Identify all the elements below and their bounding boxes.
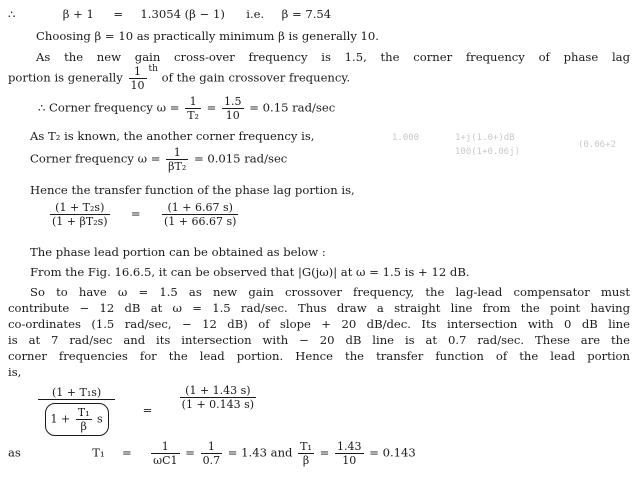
- lag-transfer-function: [48, 201, 240, 228]
- fraction-1-over-0.7: [201, 440, 223, 467]
- lead-transfer-function: [36, 384, 258, 436]
- t2-known-line: As T₂ is known, the another corner frequency is,: [30, 129, 315, 143]
- choosing-beta-line: Choosing β = 10 as practically minimum β is generally 10.: [36, 29, 379, 43]
- corner-frequency-line-2: [30, 146, 287, 173]
- fraction-numerator: 1.43: [337, 440, 362, 453]
- fraction-numerator: (1 + 1.43 s): [185, 384, 251, 397]
- fraction-numerator: 1: [189, 95, 197, 108]
- bracket-s: s: [97, 412, 103, 426]
- gain-crossover-line: As the new gain cross-over frequency is 1.5, the corner frequency of phase lag: [36, 50, 630, 64]
- t1-over-beta-value: = 0.143: [369, 445, 416, 460]
- corner-freq-value-2: = 0.015 rad/sec: [193, 151, 288, 166]
- eq-lhs: β + 1: [62, 7, 94, 21]
- fraction-1-over-t2: [185, 95, 201, 122]
- fraction-1-over-beta-t2: [166, 146, 188, 173]
- therefore-symbol: ∴: [8, 7, 16, 21]
- paragraph-line-6: is,: [8, 365, 22, 379]
- fraction-denominator: (1 + 0.143 s): [181, 398, 255, 411]
- fraction-denominator: (1 + 66.67 s): [164, 215, 237, 228]
- fraction-t1-over-beta-2: [298, 440, 314, 467]
- fraction-lag-lhs: [50, 201, 110, 228]
- fraction-numerator: (1 + T₂s): [55, 201, 105, 214]
- fraction-denominator: 10: [130, 79, 145, 92]
- equation-beta-line: [8, 7, 331, 21]
- ghost-text-b: 100(1+0.06j): [455, 147, 521, 157]
- paragraph-line-1: So to have ω = 1.5 as new gain crossover frequency, the lag-lead compensator must: [30, 285, 630, 299]
- eq-sign: =: [206, 100, 217, 115]
- eq-sign-2: =: [185, 445, 195, 460]
- fraction-numerator: T₁: [77, 406, 90, 419]
- paragraph-line-4: is at 7 rad/sec and its intersection with − 20 dB line is at 0.7 rad/sec. These are the: [8, 333, 630, 347]
- eq-sign: =: [122, 445, 132, 460]
- fraction-t1-over-beta: [76, 406, 92, 433]
- corner-freq-label: ∴ Corner frequency ω =: [38, 100, 180, 115]
- fraction-denominator: (1 + βT₂s): [52, 215, 108, 228]
- fraction-1-over-omega-c1: [151, 440, 179, 467]
- lead-portion-heading: The phase lead portion can be obtained as below :: [30, 245, 326, 259]
- fraction-1.43-over-10: [335, 440, 364, 467]
- fraction-lead-lhs: [38, 386, 115, 436]
- fraction-lag-rhs: [162, 201, 238, 228]
- bracket-expression: [45, 403, 109, 436]
- ghost-text-a: 1.000: [392, 133, 420, 143]
- eq-sign: =: [142, 403, 153, 417]
- ghost-text-d: (0.06+2: [578, 140, 616, 150]
- lag-transfer-heading: Hence the transfer function of the phase lag portion is,: [30, 183, 355, 197]
- fraction-numerator: 1: [207, 440, 215, 453]
- superscript-th: th: [148, 63, 158, 74]
- eq-sign-3: =: [319, 445, 330, 460]
- fraction-1.5-over-10: [222, 95, 244, 122]
- eq-sign: =: [113, 7, 124, 21]
- fraction-denominator: ωC1: [153, 454, 178, 467]
- paragraph-line-3: co-ordinates (1.5 rad/sec, − 12 dB) of slope + 20 dB/dec. Its intersection with 0 dB line: [8, 317, 630, 331]
- eq-rhs: 1.3054 (β − 1): [140, 7, 225, 21]
- t1-calculation-line: [8, 440, 416, 467]
- portion-line: [8, 65, 350, 92]
- corner-freq-value: = 0.15 rad/sec: [249, 100, 336, 115]
- fraction-numerator: 1: [161, 440, 169, 453]
- fraction-denominator: 10: [335, 453, 364, 467]
- fraction-one-tenth: [129, 65, 147, 92]
- corner-freq-label-2: Corner frequency ω =: [30, 151, 161, 166]
- fraction-denominator: β: [76, 419, 92, 433]
- fraction-denominator: βT₂: [168, 160, 187, 173]
- fraction-denominator: [38, 399, 115, 436]
- fraction-denominator: β: [298, 453, 314, 467]
- t1-value: = 1.43 and: [227, 445, 293, 460]
- fraction-denominator: T₂: [187, 109, 199, 122]
- t1-symbol: T₁: [92, 445, 105, 460]
- fraction-numerator: 1: [134, 65, 142, 78]
- paragraph-line-5: corner frequencies for the lead portion. Hence the transfer function of the lead portion: [8, 349, 630, 363]
- fraction-denominator: 0.7: [202, 454, 221, 467]
- figure-observation-line: From the Fig. 16.6.5, it can be observed that |G(jω)| at ω = 1.5 is + 12 dB.: [30, 265, 470, 279]
- fraction-denominator: 10: [222, 108, 244, 122]
- portion-text-end: of the gain crossover frequency.: [161, 70, 351, 85]
- fraction-numerator: (1 + T₁s): [52, 386, 102, 399]
- beta-value: β = 7.54: [281, 7, 332, 21]
- eq-sign: =: [130, 206, 141, 221]
- fraction-numerator: T₁: [300, 440, 312, 453]
- paragraph-line-2: contribute − 12 dB at ω = 1.5 rad/sec. Thus draw a straight line from the point having: [8, 301, 630, 315]
- as-text: as: [8, 445, 21, 460]
- fraction-numerator: 1.5: [224, 95, 242, 108]
- fraction-numerator: (1 + 6.67 s): [167, 201, 233, 214]
- ie-text: i.e.: [246, 7, 265, 21]
- fraction-numerator: 1: [173, 146, 181, 159]
- ghost-text-c: 1+j(1.0+)dB: [455, 133, 515, 143]
- bracket-one: 1 +: [50, 412, 71, 426]
- corner-frequency-line-1: [38, 95, 335, 122]
- portion-text: portion is generally: [8, 70, 123, 85]
- fraction-lead-rhs: [180, 384, 256, 411]
